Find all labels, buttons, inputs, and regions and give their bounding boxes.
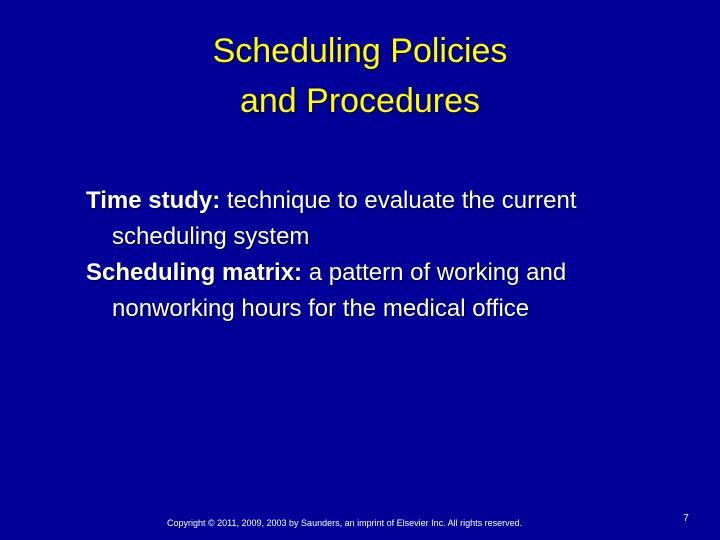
slide-title-line-1: Scheduling Policies [212,32,508,70]
term-scheduling-matrix: Scheduling matrix: [86,259,303,286]
definition-time-study: technique to evaluate the current scheduling system [112,187,577,250]
term-time-study: Time study: [86,187,221,214]
slide-title-line-2: and Procedures [239,82,481,120]
bullet-scheduling-matrix [86,255,686,327]
bullet-time-study [86,183,686,255]
slide-title [60,26,660,126]
definition-scheduling-matrix: a pattern of working and nonworking hours for the medical office [112,259,567,322]
page-number: 7 [683,513,689,524]
slide-body [86,183,686,327]
copyright-footer: Copyright © 2011, 2009, 2003 by Saunders, an imprint of Elsevier Inc. All rights reserved. [167,518,523,528]
